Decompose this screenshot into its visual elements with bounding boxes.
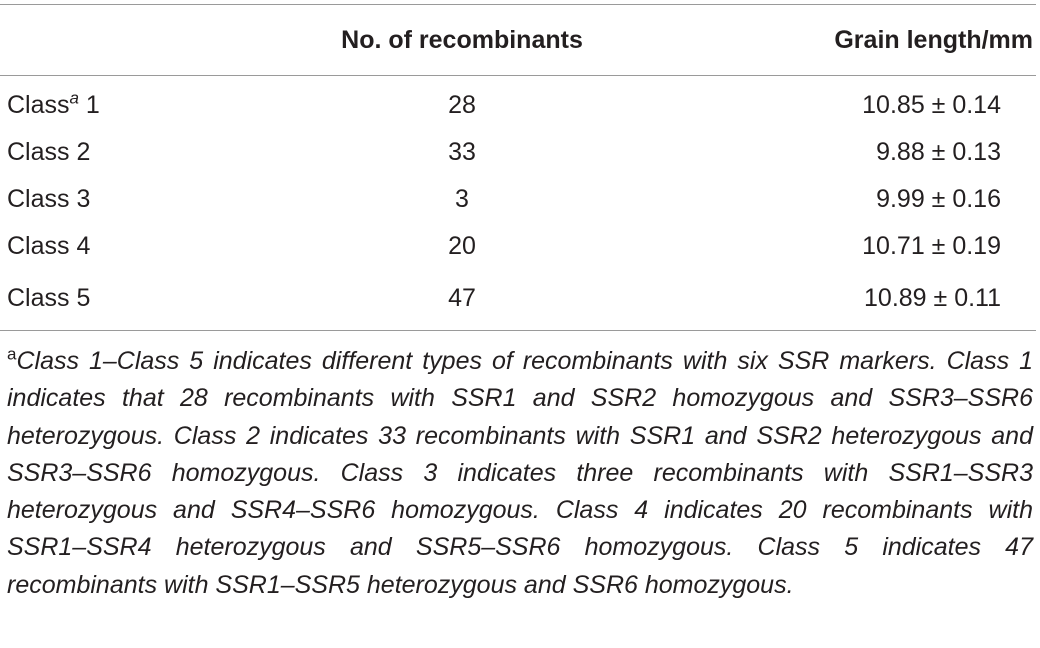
- table-header-row: [0, 5, 1036, 76]
- recombinants-table: [0, 4, 1036, 331]
- row-label: Class 2: [7, 138, 91, 166]
- row-recombinants: 28: [448, 91, 476, 119]
- row-grain-length: 10.71 ± 0.19: [862, 232, 1001, 260]
- row-label: Class 3: [7, 185, 91, 213]
- row-grain-length: 9.88 ± 0.13: [876, 138, 1001, 166]
- footnote-ref-a: a: [69, 88, 79, 108]
- row-grain-length: 10.85 ± 0.14: [862, 91, 1001, 119]
- row-label: [0, 76, 237, 130]
- footnote-marker: a: [7, 344, 17, 364]
- row-recombinants: 33: [448, 138, 476, 166]
- row-recombinants: 20: [448, 232, 476, 260]
- row-grain-length: 10.89 ± 0.11: [864, 283, 1001, 312]
- table-footnote: [7, 343, 1033, 604]
- class-label-prefix: Class: [7, 91, 70, 119]
- table-row: [0, 270, 1036, 331]
- table-row: [0, 76, 1036, 130]
- row-recombinants: 3: [455, 185, 469, 213]
- class-label-suffix: 1: [78, 91, 100, 119]
- row-grain-length: 9.99 ± 0.16: [876, 185, 1001, 213]
- header-class: [0, 5, 237, 76]
- row-label: Class 4: [7, 232, 91, 260]
- footnote-text: Class 1–Class 5 indicates different types of recombinants with six SSR markers. Class 1 indicates that 28 recombinants with SSR1 and SSR2 homozygous and SSR3–SSR6 heterozygous. Class 2 indicates 33 recombinants with SSR1 and SSR2 heterozygous and SSR3–SSR6 homozygous. Class 3 indicates three recombinants with SSR1–SSR3 heterozygous and SSR4–SSR6 homozygous. Class 4 indicates 20 recombinants with SSR1–SSR4 heterozygous and SSR5–SSR6 homozygous. Class 5 indicates 47 recombinants with SSR1–SSR5 heterozygous and SSR6 homozygous.: [7, 347, 1033, 599]
- table-row: [0, 223, 1036, 270]
- table-row: [0, 129, 1036, 176]
- row-label: Class 5: [7, 283, 91, 312]
- table-row: [0, 176, 1036, 223]
- row-recombinants: 47: [448, 283, 476, 312]
- header-grain-length: Grain length/mm: [834, 25, 1033, 54]
- header-recombinants: No. of recombinants: [341, 25, 583, 54]
